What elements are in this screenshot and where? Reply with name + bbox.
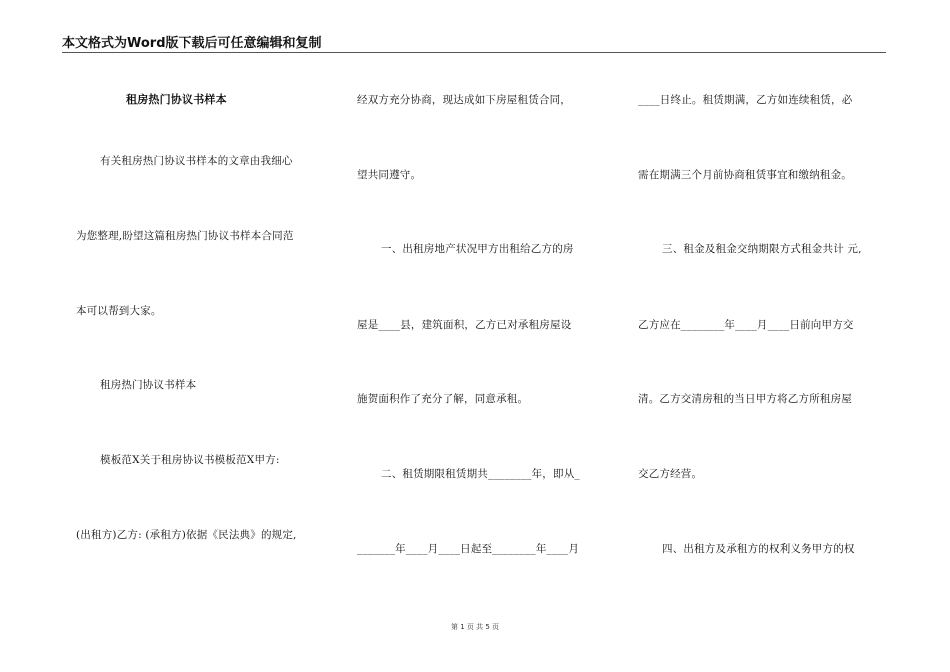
- text-line: 望共同遵守。: [357, 169, 422, 181]
- text-line: 本可以帮到大家。: [76, 305, 162, 317]
- text-line: ____日终止。租赁期满，乙方如连续租赁，必: [638, 94, 853, 106]
- text-line: 交乙方经营。: [638, 468, 703, 480]
- text-line: 屋是____县，建筑面积，乙方已对承租房屋设: [357, 319, 572, 331]
- text-line: 有关租房热门协议书样本的文章由我细心: [100, 155, 293, 167]
- text-line: 乙方应在________年____月____日前向甲方交: [638, 319, 854, 331]
- text-line: 清。乙方交清房租的当日甲方将乙方所租房屋: [638, 393, 852, 405]
- text-line: 四、出租方及承租方的权利义务甲方的权: [662, 543, 855, 555]
- document-title: 租房热门协议书样本: [126, 93, 227, 106]
- column-2: [345, 0, 615, 672]
- header-text: 本文格式为Word版下载后可任意编辑和复制: [62, 36, 322, 51]
- text-line: 一、出租房地产状况甲方出租给乙方的房: [381, 243, 574, 255]
- text-line: 二、租赁期限租赁期共________年，即从_: [381, 468, 580, 480]
- column-3: [626, 0, 896, 672]
- text-line: 租房热门协议书样本: [100, 379, 197, 391]
- column-1: [62, 0, 332, 672]
- text-line: 三、租金及租金交纳期限方式租金共计 元,: [662, 243, 862, 255]
- text-line: 经双方充分协商，现达成如下房屋租赁合同，: [357, 94, 571, 106]
- text-line: 需在期满三个月前协商租赁事宜和缴纳租金。: [638, 169, 852, 181]
- text-line: _______年____月____日起至________年____月: [357, 543, 580, 555]
- text-line: 模板范X关于租房协议书模板范X甲方:: [100, 454, 280, 466]
- text-line: 为您整理,盼望这篇租房热门协议书样本合同范: [76, 230, 294, 242]
- text-line: 施贺面积作了充分了解，同意承租。: [357, 393, 529, 405]
- page-number: 第 1 页 共 5 页: [450, 623, 500, 631]
- text-line: (出租方)乙方: (承租方)依据《民法典》的规定,: [76, 529, 297, 541]
